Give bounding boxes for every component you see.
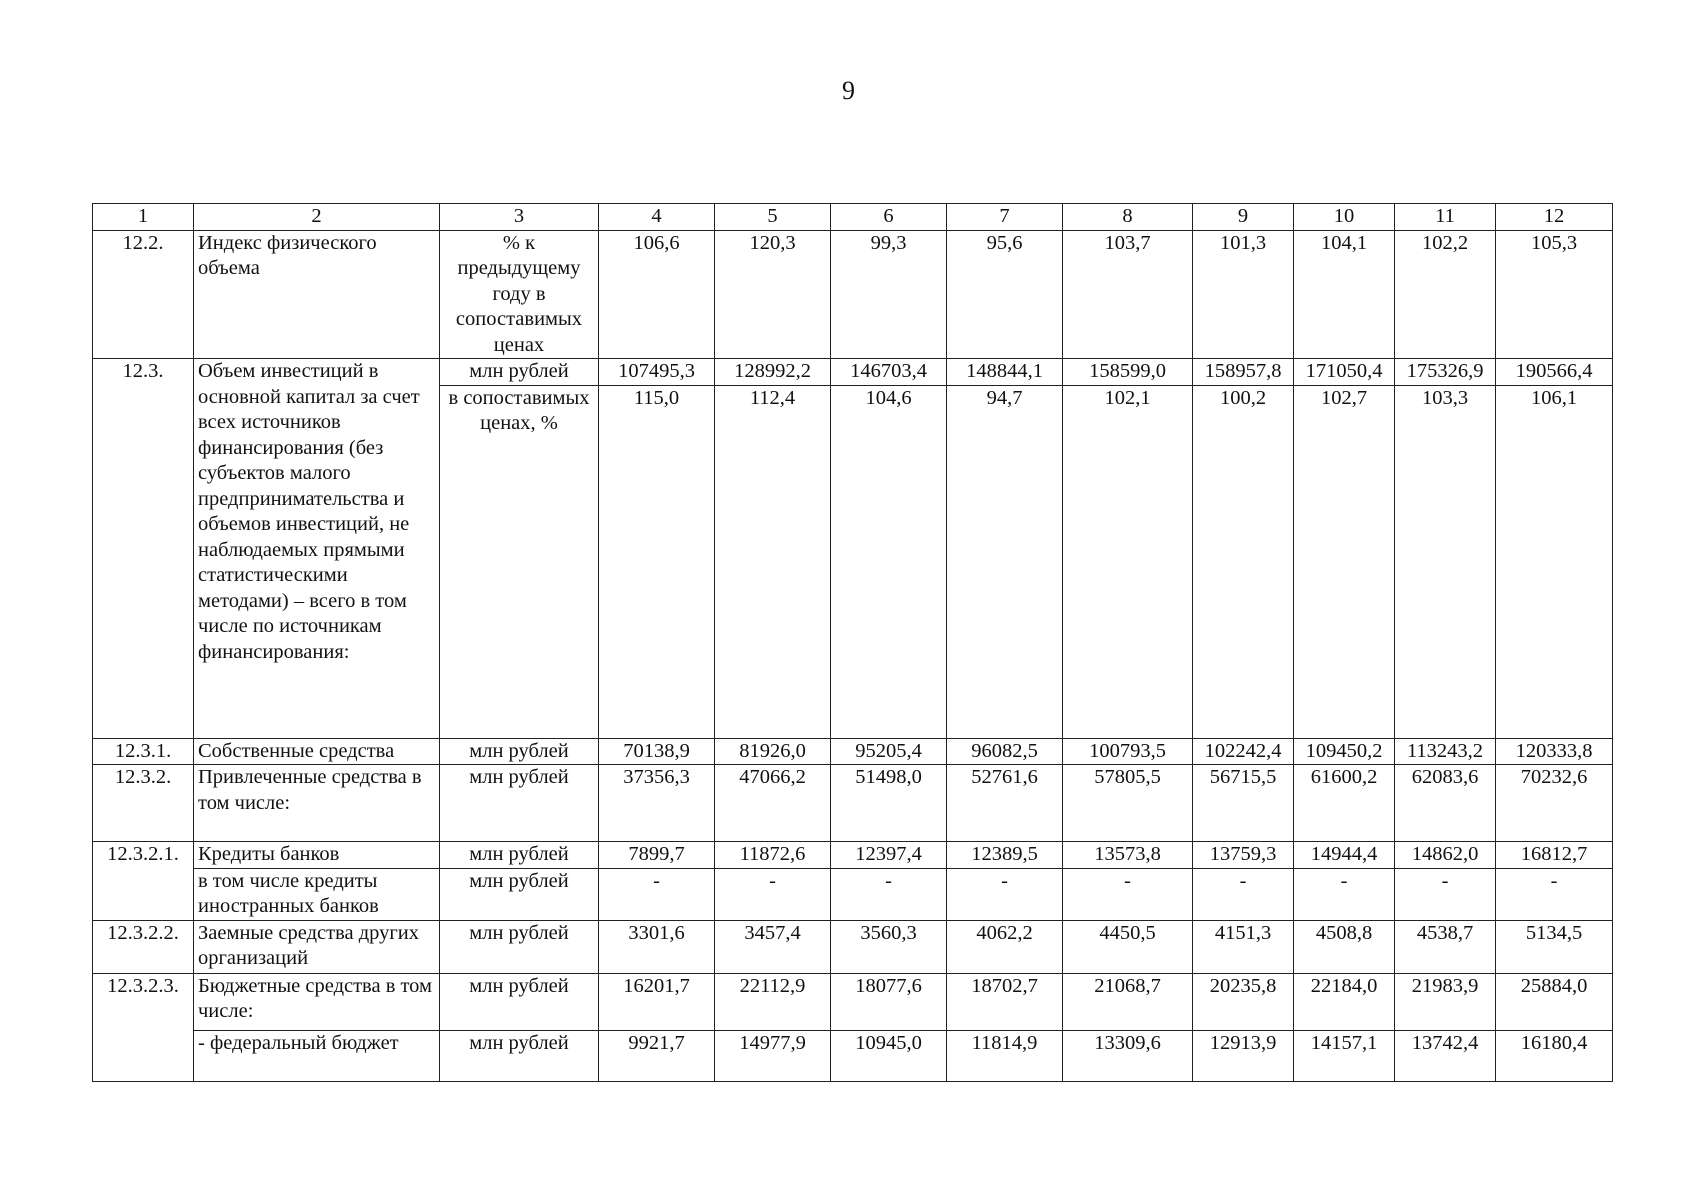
- indicator-name: Заемные средства других организаций: [194, 920, 440, 973]
- value-cell: 47066,2: [715, 765, 831, 842]
- value-cell: 113243,2: [1395, 738, 1496, 765]
- value-cell: 61600,2: [1294, 765, 1395, 842]
- value-cell: 106,1: [1496, 385, 1613, 738]
- column-number: 4: [599, 204, 715, 231]
- row-number: 12.2.: [93, 230, 194, 359]
- value-cell: 107495,3: [599, 359, 715, 386]
- table-row-12-3-2-3: [93, 973, 1613, 1030]
- value-cell: -: [1496, 868, 1613, 920]
- value-cell: 4538,7: [1395, 920, 1496, 973]
- value-cell: 18077,6: [831, 973, 947, 1030]
- table-row-12-3-2: [93, 765, 1613, 842]
- value-cell: 22184,0: [1294, 973, 1395, 1030]
- value-cell: 102242,4: [1193, 738, 1294, 765]
- indicator-name: Кредиты банков: [194, 842, 440, 869]
- value-cell: -: [1193, 868, 1294, 920]
- value-cell: 52761,6: [947, 765, 1063, 842]
- value-cell: 96082,5: [947, 738, 1063, 765]
- value-cell: 109450,2: [1294, 738, 1395, 765]
- row-number: 12.3.2.3.: [93, 973, 194, 1081]
- value-cell: 3457,4: [715, 920, 831, 973]
- value-cell: -: [1395, 868, 1496, 920]
- unit-cell: млн рублей: [440, 920, 599, 973]
- value-cell: 62083,6: [1395, 765, 1496, 842]
- row-number: 12.3.2.1.: [93, 842, 194, 921]
- indicator-name: в том числе кредиты иностранных банков: [194, 868, 440, 920]
- column-number: 1: [93, 204, 194, 231]
- value-cell: 94,7: [947, 385, 1063, 738]
- value-cell: 5134,5: [1496, 920, 1613, 973]
- value-cell: 120,3: [715, 230, 831, 359]
- value-cell: 21068,7: [1063, 973, 1193, 1030]
- column-number-row: [93, 204, 1613, 231]
- value-cell: -: [1063, 868, 1193, 920]
- value-cell: 4508,8: [1294, 920, 1395, 973]
- value-cell: 13742,4: [1395, 1030, 1496, 1081]
- page-number: 9: [842, 76, 855, 105]
- value-cell: 16180,4: [1496, 1030, 1613, 1081]
- row-number: 12.3.2.: [93, 765, 194, 842]
- value-cell: 100,2: [1193, 385, 1294, 738]
- value-cell: 103,7: [1063, 230, 1193, 359]
- indicator-name: Привлеченные средства в том числе:: [194, 765, 440, 842]
- value-cell: 101,3: [1193, 230, 1294, 359]
- table-row-12-3-2-2: [93, 920, 1613, 973]
- value-cell: 104,1: [1294, 230, 1395, 359]
- row-number: 12.3.: [93, 359, 194, 739]
- table-row-12-3-1: [93, 738, 1613, 765]
- value-cell: 51498,0: [831, 765, 947, 842]
- value-cell: -: [1294, 868, 1395, 920]
- value-cell: 16812,7: [1496, 842, 1613, 869]
- value-cell: 21983,9: [1395, 973, 1496, 1030]
- value-cell: 7899,7: [599, 842, 715, 869]
- indicator-name: Бюджетные средства в том числе:: [194, 973, 440, 1030]
- value-cell: 10945,0: [831, 1030, 947, 1081]
- table-row-12-3: [93, 359, 1613, 386]
- value-cell: 158599,0: [1063, 359, 1193, 386]
- value-cell: 102,1: [1063, 385, 1193, 738]
- indicator-name: - федеральный бюджет: [194, 1030, 440, 1081]
- table-row-12-3-2-1: [93, 842, 1613, 869]
- value-cell: 112,4: [715, 385, 831, 738]
- unit-cell: % к предыдущему году в сопоставимых ценах: [440, 230, 599, 359]
- value-cell: 22112,9: [715, 973, 831, 1030]
- indicator-name: Собственные средства: [194, 738, 440, 765]
- indicators-table: [92, 203, 1613, 1082]
- value-cell: 70138,9: [599, 738, 715, 765]
- value-cell: -: [715, 868, 831, 920]
- column-number: 9: [1193, 204, 1294, 231]
- value-cell: 11872,6: [715, 842, 831, 869]
- value-cell: 4450,5: [1063, 920, 1193, 973]
- unit-cell: млн рублей: [440, 765, 599, 842]
- value-cell: 171050,4: [1294, 359, 1395, 386]
- value-cell: 3301,6: [599, 920, 715, 973]
- value-cell: 14977,9: [715, 1030, 831, 1081]
- value-cell: 115,0: [599, 385, 715, 738]
- value-cell: 102,7: [1294, 385, 1395, 738]
- indicator-name: Индекс физического объема: [194, 230, 440, 359]
- column-number: 10: [1294, 204, 1395, 231]
- value-cell: 100793,5: [1063, 738, 1193, 765]
- table-row-federal-budget: [93, 1030, 1613, 1081]
- value-cell: 4062,2: [947, 920, 1063, 973]
- value-cell: 95205,4: [831, 738, 947, 765]
- value-cell: 14944,4: [1294, 842, 1395, 869]
- value-cell: 102,2: [1395, 230, 1496, 359]
- column-number: 12: [1496, 204, 1613, 231]
- value-cell: 106,6: [599, 230, 715, 359]
- unit-cell: млн рублей: [440, 738, 599, 765]
- value-cell: 9921,7: [599, 1030, 715, 1081]
- value-cell: 18702,7: [947, 973, 1063, 1030]
- value-cell: 12397,4: [831, 842, 947, 869]
- value-cell: 95,6: [947, 230, 1063, 359]
- unit-cell: млн рублей: [440, 868, 599, 920]
- value-cell: 175326,9: [1395, 359, 1496, 386]
- unit-cell: млн рублей: [440, 1030, 599, 1081]
- value-cell: -: [947, 868, 1063, 920]
- column-number: 6: [831, 204, 947, 231]
- column-number: 2: [194, 204, 440, 231]
- value-cell: 14157,1: [1294, 1030, 1395, 1081]
- value-cell: -: [599, 868, 715, 920]
- value-cell: 158957,8: [1193, 359, 1294, 386]
- table-row-12-2: [93, 230, 1613, 359]
- unit-cell: млн рублей: [440, 842, 599, 869]
- value-cell: 3560,3: [831, 920, 947, 973]
- value-cell: 12913,9: [1193, 1030, 1294, 1081]
- indicator-name: Объем инвестиций в основной капитал за счет всех источников финансирования (без субъектов малого предпринимательства и объемов инвестиций, не наблюдаемых прямыми статистическими методами) – всего в том числе по источникам финансирования:: [194, 359, 440, 739]
- value-cell: 146703,4: [831, 359, 947, 386]
- value-cell: 104,6: [831, 385, 947, 738]
- value-cell: 70232,6: [1496, 765, 1613, 842]
- value-cell: 13573,8: [1063, 842, 1193, 869]
- value-cell: 120333,8: [1496, 738, 1613, 765]
- unit-cell: млн рублей: [440, 359, 599, 386]
- value-cell: 16201,7: [599, 973, 715, 1030]
- value-cell: 81926,0: [715, 738, 831, 765]
- column-number: 11: [1395, 204, 1496, 231]
- value-cell: 4151,3: [1193, 920, 1294, 973]
- value-cell: 128992,2: [715, 359, 831, 386]
- unit-cell: в сопоставимых ценах, %: [440, 385, 599, 738]
- value-cell: 99,3: [831, 230, 947, 359]
- value-cell: 25884,0: [1496, 973, 1613, 1030]
- unit-cell: млн рублей: [440, 973, 599, 1030]
- value-cell: 13309,6: [1063, 1030, 1193, 1081]
- value-cell: 11814,9: [947, 1030, 1063, 1081]
- row-number: 12.3.1.: [93, 738, 194, 765]
- value-cell: 148844,1: [947, 359, 1063, 386]
- column-number: 8: [1063, 204, 1193, 231]
- table-row-foreign-banks: [93, 868, 1613, 920]
- value-cell: 103,3: [1395, 385, 1496, 738]
- value-cell: 13759,3: [1193, 842, 1294, 869]
- row-number: 12.3.2.2.: [93, 920, 194, 973]
- value-cell: 14862,0: [1395, 842, 1496, 869]
- value-cell: 20235,8: [1193, 973, 1294, 1030]
- value-cell: 56715,5: [1193, 765, 1294, 842]
- value-cell: -: [831, 868, 947, 920]
- column-number: 3: [440, 204, 599, 231]
- value-cell: 57805,5: [1063, 765, 1193, 842]
- value-cell: 105,3: [1496, 230, 1613, 359]
- column-number: 7: [947, 204, 1063, 231]
- value-cell: 37356,3: [599, 765, 715, 842]
- value-cell: 190566,4: [1496, 359, 1613, 386]
- value-cell: 12389,5: [947, 842, 1063, 869]
- column-number: 5: [715, 204, 831, 231]
